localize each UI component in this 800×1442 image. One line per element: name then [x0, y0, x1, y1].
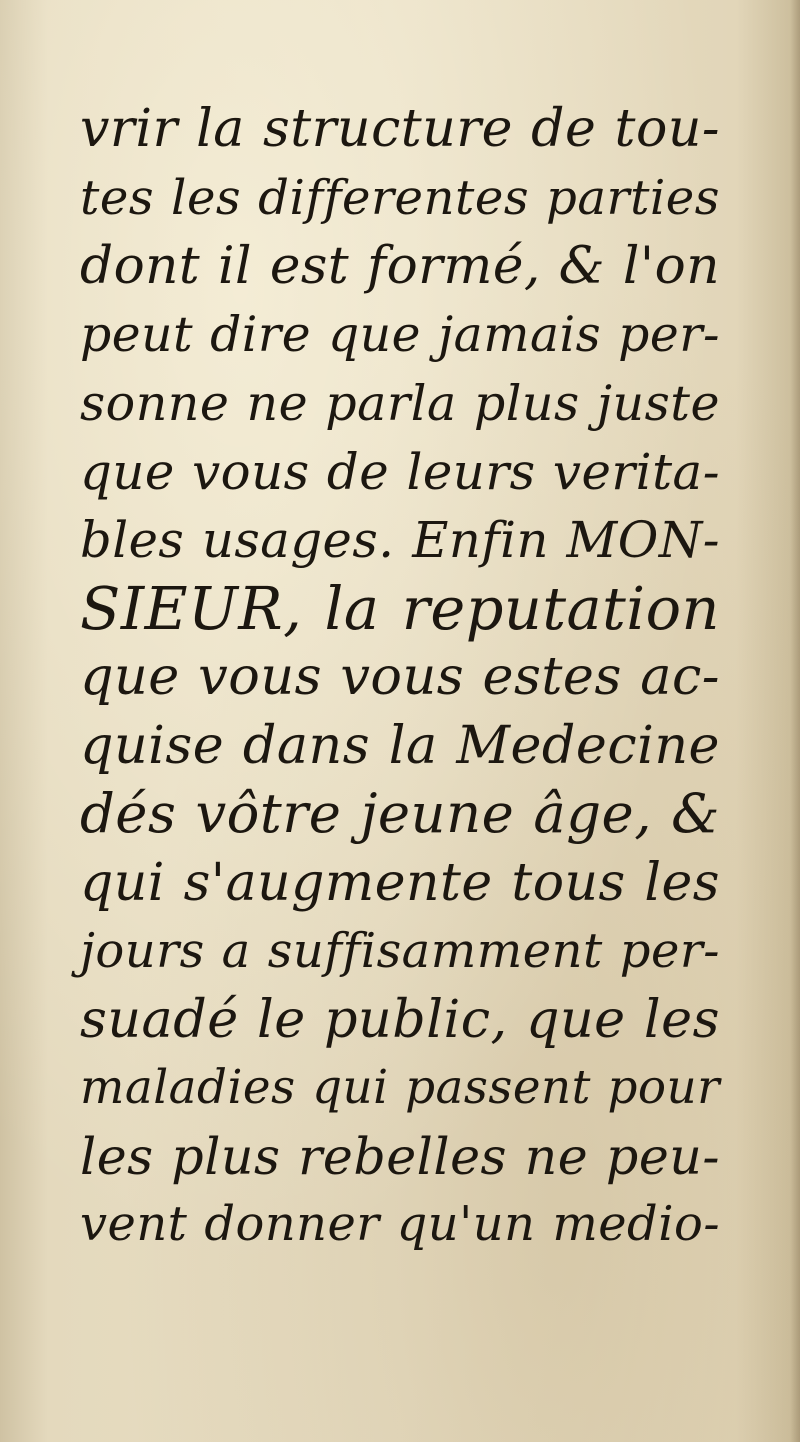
page-text — [80, 95, 720, 1260]
text-line: bles usages. Enfin MON- — [80, 511, 720, 569]
text-line: quise dans la Medecine — [80, 714, 720, 776]
text-line: suadé le public, que les — [80, 988, 720, 1050]
text-line: dés vôtre jeune âge, & — [80, 782, 720, 845]
text-line: sonne ne parla plus juste — [80, 374, 720, 432]
text-line: qui s'augmente tous les — [80, 852, 720, 913]
text-line: dont il est formé, & l'on — [80, 236, 720, 296]
text-line: vent donner qu'un medio- — [80, 1197, 720, 1252]
text-line: SIEUR, la reputation — [80, 573, 720, 643]
text-line: jours a suffisamment per- — [80, 923, 720, 979]
text-line: que vous vous estes ac- — [80, 646, 720, 707]
text-line: vrir la structure de tou- — [80, 99, 720, 159]
text-line: les plus rebelles ne peu- — [80, 1126, 720, 1186]
text-line: que vous de leurs verita- — [80, 442, 720, 501]
text-line: maladies qui passent pour — [80, 1061, 720, 1115]
text-line: peut dire que jamais per- — [80, 305, 720, 363]
page-edge — [790, 0, 800, 1442]
text-line: tes les differentes parties — [80, 169, 720, 226]
